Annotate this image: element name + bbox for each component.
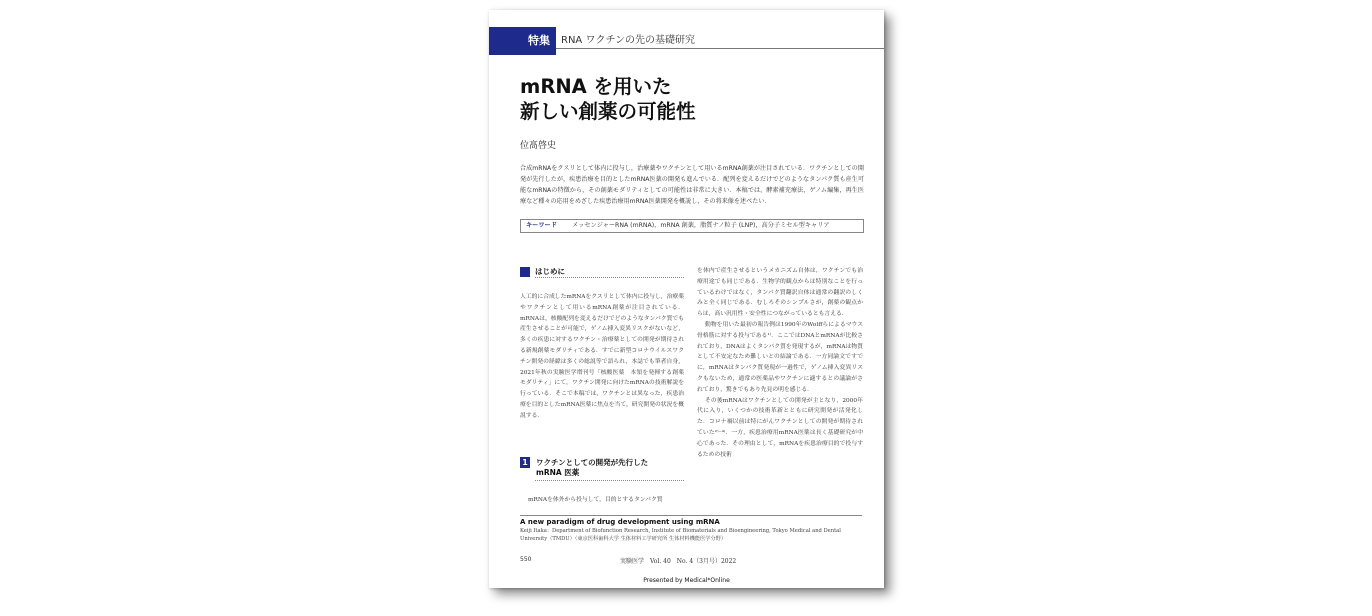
series-title: RNA ワクチンの先の基礎研究 <box>561 35 695 46</box>
article-title <box>520 74 696 124</box>
section1-title-line2: mRNA 医薬 <box>536 468 580 477</box>
keywords-box <box>520 219 864 233</box>
keywords-text: メッセンジャーRNA (mRNA)，mRNA 創薬，脂質ナノ粒子 (LNP)，高分子ミセル型キャリア <box>572 222 830 229</box>
right-paragraph-3: その後mRNAはワクチンとしての開発が主となり，2000年代に入り，いくつかの技術革新とともに研究開発が活発化した．コロナ禍以前は特にがんワクチンとしての開発が期待されていた²⁾⁻⁴⁾．一方，疾患治療用mRNA医薬は長く基礎研究が中心であった．その理由として，mRNAを疾患治療目的で投与するための技術 <box>697 397 863 458</box>
left-column <box>520 266 684 503</box>
intro-heading-label: はじめに <box>535 267 565 276</box>
section-square-icon <box>520 267 530 277</box>
right-paragraph-1: を体内で産生させるというメカニズム自体は，ワクチンでも治療用途でも同じである．生物学的観点からは特別なことを行っているわけではなく，タンパク質翻訳自体は通常の翻訳のしくみと全く同じである．むしろそのシンプルさが，創薬の観点からは，高い汎用性・安全性につながっているとも言える． <box>697 268 863 318</box>
page-number: 550 <box>520 556 532 563</box>
right-paragraph-2: 動物を用いた最初の報告例は1990年のWolffらによるマウス骨格筋に対する投与である¹⁾．ここではDNAとmRNAが比較されており，DNAはよくタンパク質を発現するが，mRNAは物質として不安定なため難しいとの結論である．一方同論文ですでに，mRNAはタンパク質発現が一過性で，ゲノム挿入変異リスクもないため，通常の医薬品やワクチンに適するとの議論がされており，驚きでもあり先見の明を感じる． <box>697 321 863 393</box>
journal-page <box>489 10 884 588</box>
special-feature-tag: 特集 <box>489 27 556 55</box>
article-title-line2: 新しい創薬の可能性 <box>520 100 696 123</box>
english-title: A new paradigm of drug development using mRNA <box>520 518 720 526</box>
special-feature-header <box>489 27 884 55</box>
keywords-label: キーワード <box>526 222 557 229</box>
footer-divider <box>520 515 862 516</box>
author-affiliation: Keiji Itaka：Department of Biofunction Research, Institute of Biomaterials and Bioengineering, Tokyo Medical and Dental University（TMDU）（東京医科歯科大学 生体材料工学研究所 生体材料機能医学分野） <box>520 528 841 542</box>
presented-by-credit: Presented by Medical*Online <box>643 577 730 584</box>
section1-title <box>536 458 648 478</box>
intro-heading-underline <box>535 277 684 278</box>
journal-citation: 実験医学 Vol. 40 No. 4（3月号）2022 <box>620 558 737 565</box>
section1-title-line1: ワクチンとしての開発が先行した <box>536 458 649 467</box>
section1-paragraph: mRNAを体外から投与して，目的とするタンパク質 <box>528 497 663 503</box>
intro-paragraph: 人工的に合成したmRNAをクスリとして体内に投与し，治療薬やワクチンとして用いるmRNA創薬が注目されている．mRNAは，核酸配列を変えるだけでどのようなタンパク質でも産生させることが可能で，ゲノム挿入変異リスクがないなど，多くの疾患に対するワクチン・治療薬としての開発が期待される新規創薬モダリティである．すでに新型コロナウイルスワクチン開発の経緯は多くの総説等で語られ，本誌でも筆者自身，2021年秋の実験医学増刊号「核酸医薬 本領を発揮する創薬モダリティ」にて，ワクチン開発に向けたmRNAの技術解説を行っている．そこで本稿では，ワクチンとは異なった，疾患治療を目的としたmRNA医薬に焦点を当て，研究開発の状況を概説する． <box>520 294 684 419</box>
author-name: 位髙啓史 <box>520 141 557 151</box>
abstract: 合成mRNAをクスリとして体内に投与し，治療薬やワクチンとして用いるmRNA創薬が注目されている．ワクチンとしての開発が先行したが，疾患治療を目的としたmRNA医薬の開発も進んでいる．配列を変えるだけでどのようなタンパク質も産生可能なmRNAの特徴から，その創薬モダリティとしての可能性は非常に大きい．本稿では，酵素補充療法，ゲノム編集，再生医療など種々の応用をめざした疾患治療用mRNA医薬開発を概説し，その将来像を述べたい． <box>520 165 864 205</box>
header-divider <box>556 48 884 49</box>
article-title-line1: mRNA を用いた <box>520 75 672 98</box>
right-column-text <box>697 266 863 460</box>
section1-underline <box>535 480 684 481</box>
section-number-badge: 1 <box>520 457 530 468</box>
